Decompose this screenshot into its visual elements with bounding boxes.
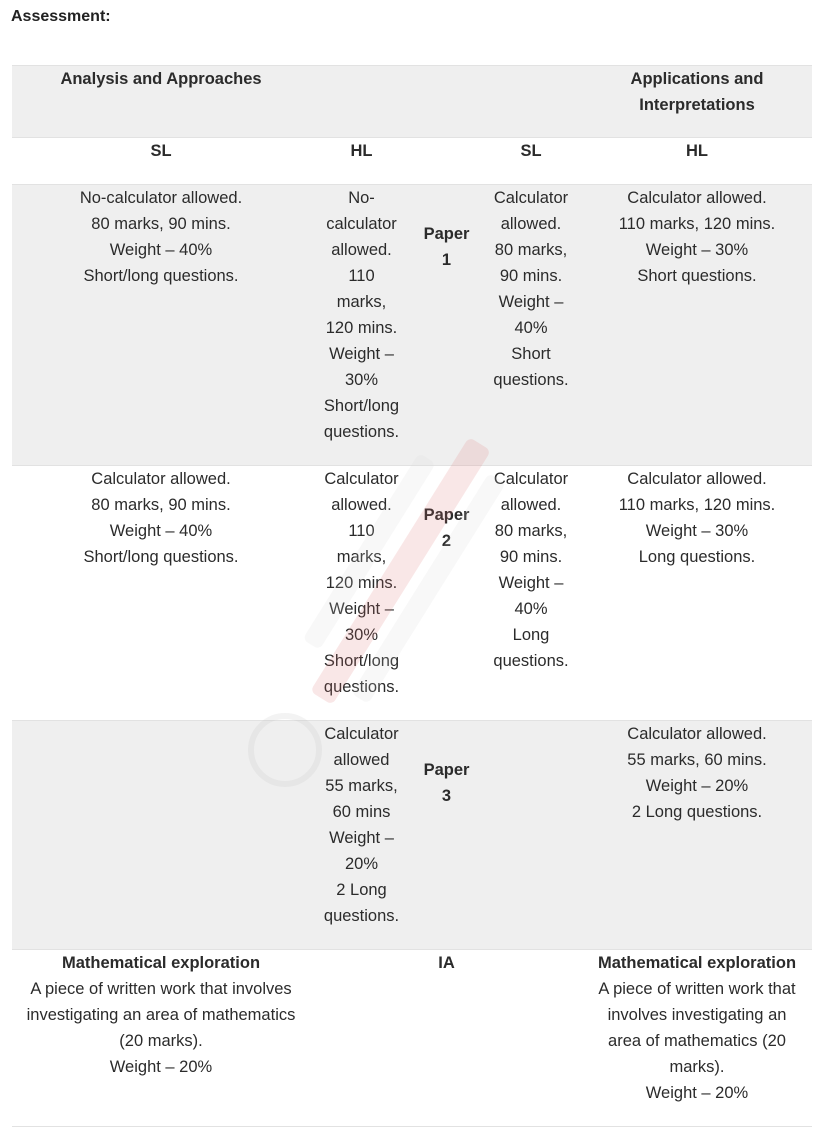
table-row-paper-2 (12, 466, 812, 721)
paper2-label: Paper 2 (413, 466, 480, 721)
level-ai-hl: HL (582, 138, 812, 185)
table-row-ia (12, 950, 812, 1127)
level-ai-sl: SL (480, 138, 582, 185)
paper3-ai-sl (480, 721, 582, 950)
ia-aa-title: Mathematical exploration (61, 954, 261, 972)
level-header-row (12, 138, 812, 185)
paper2-ai-hl: Calculator allowed. 110 marks, 120 mins. Weight – 30% Long questions. (582, 466, 812, 721)
ia-ai-text: A piece of written work that involves investigating an area of mathematics (20 marks). Weight – 20% (598, 980, 796, 1102)
paper1-aa-sl: No-calculator allowed. 80 marks, 90 mins. Weight – 40% Short/long questions. (12, 185, 310, 466)
table-row-paper-1 (12, 185, 812, 466)
paper1-label: Paper 1 (413, 185, 480, 466)
paper1-ai-hl: Calculator allowed. 110 marks, 120 mins. Weight – 30% Short questions. (582, 185, 812, 466)
group-header-row (12, 66, 812, 138)
ia-aa-text: A piece of written work that involves investigating an area of mathematics (20 marks). Weight – 20% (26, 980, 296, 1076)
assessment-table (12, 65, 812, 1127)
paper3-aa-sl (12, 721, 310, 950)
group-applications-interpretations: Applications and Interpretations (582, 66, 812, 138)
paper2-ai-sl: Calculator allowed. 80 marks, 90 mins. Weight – 40% Long questions. (480, 466, 582, 721)
table-row-paper-3 (12, 721, 812, 950)
ia-aa-cell (12, 950, 310, 1127)
ia-label: IA (413, 950, 480, 1127)
paper2-aa-hl: Calculator allowed. 110 marks, 120 mins. Weight – 30% Short/long questions. (310, 466, 413, 721)
paper3-ai-hl: Calculator allowed. 55 marks, 60 mins. Weight – 20% 2 Long questions. (582, 721, 812, 950)
paper1-aa-hl: No- calculator allowed. 110 marks, 120 mins. Weight – 30% Short/long questions. (310, 185, 413, 466)
group-analysis-approaches: Analysis and Approaches (12, 66, 310, 138)
ia-ai-title: Mathematical exploration (597, 954, 797, 972)
paper1-ai-sl: Calculator allowed. 80 marks, 90 mins. Weight – 40% Short questions. (480, 185, 582, 466)
paper2-aa-sl: Calculator allowed. 80 marks, 90 mins. Weight – 40% Short/long questions. (12, 466, 310, 721)
level-aa-sl: SL (12, 138, 310, 185)
paper3-label: Paper 3 (413, 721, 480, 950)
level-aa-hl: HL (310, 138, 413, 185)
page-heading: Assessment: (11, 8, 111, 25)
ia-ai-cell (582, 950, 812, 1127)
paper3-aa-hl: Calculator allowed 55 marks, 60 mins Weight – 20% 2 Long questions. (310, 721, 413, 950)
